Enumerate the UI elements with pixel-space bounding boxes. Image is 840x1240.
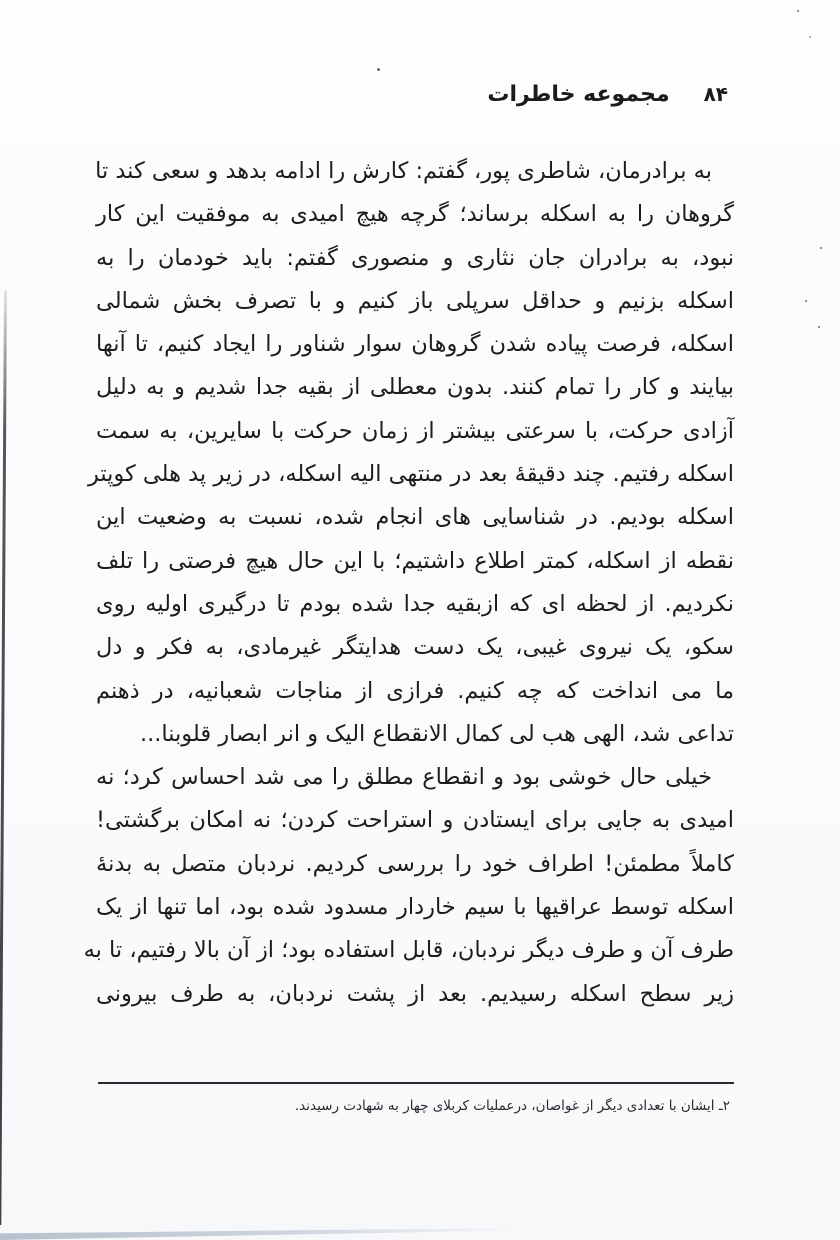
text-line: اسکله، فرصت پیاده شدن گروهان سوار شناور را ایجاد کنیم، تا آنها xyxy=(96,331,734,358)
running-header xyxy=(487,82,728,107)
text-line: امیدی به جایی برای ایستادن و استراحت کردن؛ نه امکان برگشتی! xyxy=(96,807,734,834)
text-line: نکردیم. از لحظه ای که ازبقیه جدا شده بودم تا درگیری اولیه روی xyxy=(96,590,734,617)
book-title: مجموعه خاطرات xyxy=(487,82,670,107)
footnote: ۲ـ ایشان با تعدادی دیگر از غواصان، درعملیات کربلای چهار به شهادت رسیدند. xyxy=(294,1098,730,1114)
scan-speck xyxy=(820,247,822,249)
scan-speck xyxy=(377,68,380,71)
text-line: طرف آن و طرف دیگر نردبان، قابل استفاده بود؛ از آن بالا رفتیم، تا به xyxy=(83,937,734,964)
text-line: تداعی شد، الهی هب لی کمال الانقطاع الیک و انر ابصار قلوبنا... xyxy=(139,720,734,747)
text-line: نقطه از اسکله، کمتر اطلاع داشتیم؛ با این حال هیچ فرصتی را تلف xyxy=(96,547,734,574)
scan-speck xyxy=(805,300,807,302)
page-bottom-shadow xyxy=(0,1228,520,1240)
text-line: اسکله بودیم. در شناسایی های انجام شده، نسبت به وضعیت این xyxy=(96,504,734,531)
text-line: بیایند و کار را تمام کنند. بدون معطلی از بقیه جدا شدیم و به دلیل xyxy=(96,374,734,401)
scan-speck xyxy=(809,36,811,38)
page-number: ۸۴ xyxy=(703,82,728,106)
scan-speck xyxy=(797,10,799,12)
text-line: زیر سطح اسکله رسیدیم. بعد از پشت نردبان، به طرف بیرونی xyxy=(96,980,734,1007)
footnote-divider xyxy=(98,1082,734,1084)
text-line: کاملاً مطمئن! اطراف خود را بررسی کردیم. نردبان متصل به بدنهٔ xyxy=(96,850,734,877)
text-line: اسکله توسط عراقیها با سیم خاردار مسدود شده بود، اما تنها از یک xyxy=(96,894,734,921)
body-text xyxy=(83,150,734,1016)
text-line: به برادرمان، شاطری پور، گفتم: کارش را ادامه بدهد و سعی کند تا xyxy=(95,158,712,184)
text-line: گروهان را به اسکله برساند؛ گرچه هیچ امیدی به موفقیت این کار xyxy=(96,201,734,228)
page-binding-edge xyxy=(0,290,7,1225)
text-line: اسکله بزنیم و حداقل سرپلی باز کنیم و با تصرف بخش شمالی xyxy=(96,287,734,314)
scan-speck xyxy=(818,326,820,328)
text-line: آزادی حرکت، با سرعتی بیشتر از زمان حرکت با سایرین، به سمت xyxy=(96,417,734,444)
text-line: نبود، به برادران جان نثاری و منصوری گفتم: باید خودمان را به xyxy=(96,244,734,271)
text-line: اسکله رفتیم. چند دقیقهٔ بعد در منتهی الیه اسکله، در زیر پد هلی کوپتر xyxy=(87,461,734,488)
text-line: سکو، یک نیروی غیبی، یک دست هدایتگر غیرمادی، به فکر و دل xyxy=(96,634,734,661)
text-line: ما می انداخت که چه کنیم. فرازی از مناجات شعبانیه، در ذهنم xyxy=(96,677,734,704)
text-line: خیلی حال خوشی بود و انقطاع مطلق را می شد احساس کرد؛ نه xyxy=(96,764,712,791)
